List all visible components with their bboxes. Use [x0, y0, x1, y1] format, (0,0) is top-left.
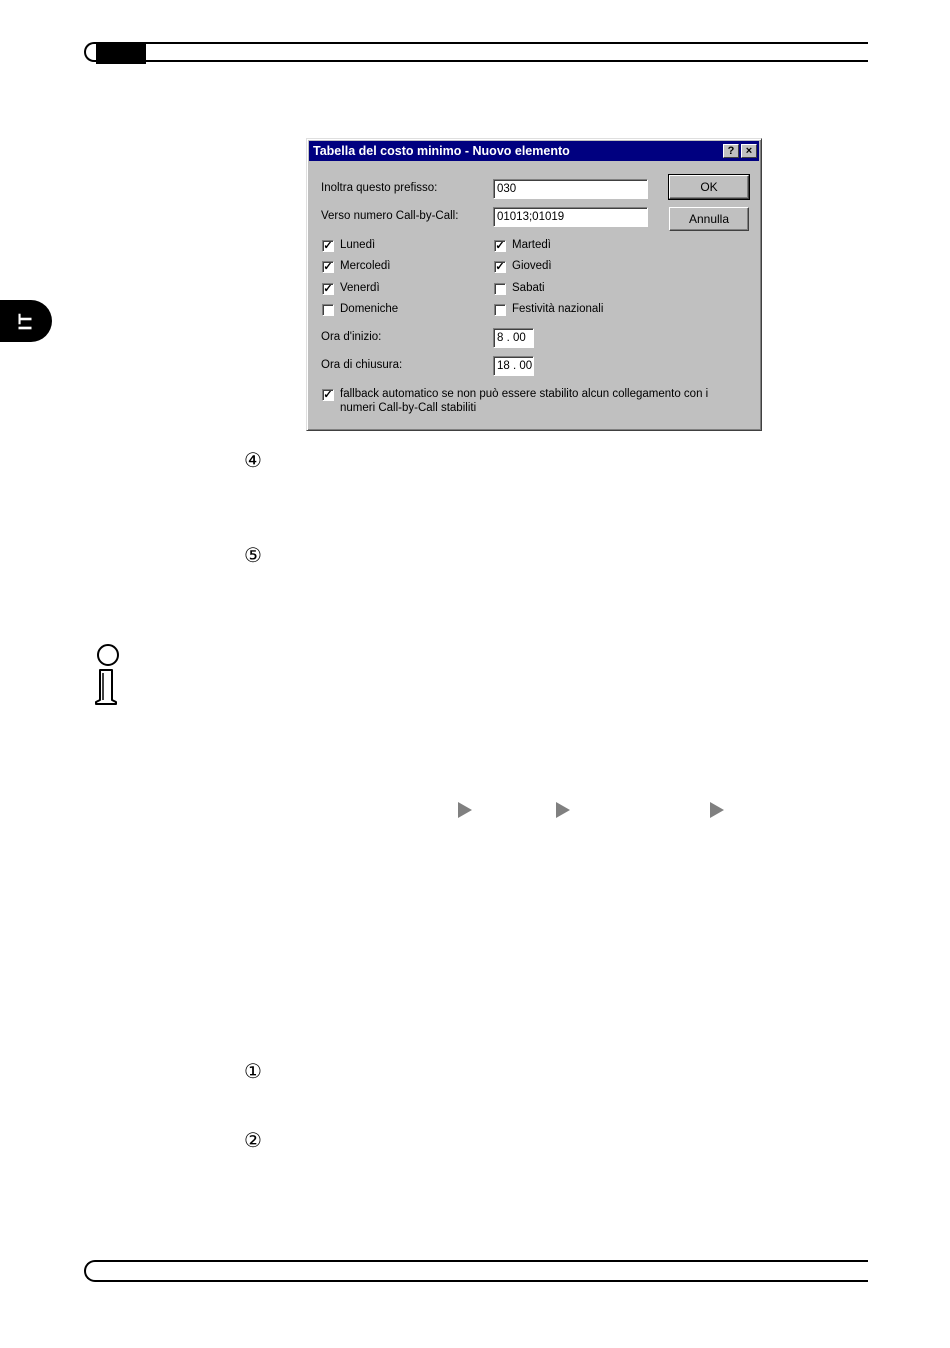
close-button[interactable]: × [741, 144, 757, 158]
page-header-block [96, 44, 146, 64]
triangle-right-icon [710, 802, 724, 818]
checkbox-fallback[interactable] [322, 389, 334, 401]
cbc-label: Verso numero Call-by-Call: [321, 210, 459, 222]
step-marker-1: ① [244, 1061, 262, 1083]
checkbox-festivita[interactable] [494, 304, 506, 316]
checkbox-lunedi[interactable] [322, 240, 334, 252]
checkbox-giovedi[interactable] [494, 261, 506, 273]
checkbox-venerdi[interactable] [322, 283, 334, 295]
checkbox-label-mercoledi: Mercoledì [340, 260, 391, 272]
checkbox-mercoledi[interactable] [322, 261, 334, 273]
start-time-input[interactable]: 8 . 00 [493, 328, 534, 348]
page-header-rule [84, 42, 868, 62]
help-button[interactable]: ? [723, 144, 739, 158]
checkbox-label-venerdi: Venerdì [340, 282, 380, 294]
ok-button[interactable]: OK [669, 175, 749, 199]
checkbox-label-domeniche: Domeniche [340, 303, 399, 315]
step-marker-2: ② [244, 1130, 262, 1152]
lcr-new-entry-dialog [306, 138, 762, 431]
end-time-label: Ora di chiusura: [321, 359, 403, 371]
step-marker-4: ④ [244, 450, 262, 472]
checkbox-label-sabati: Sabati [512, 282, 545, 294]
checkbox-martedi[interactable] [494, 240, 506, 252]
triangle-right-icon [556, 802, 570, 818]
checkbox-domeniche[interactable] [322, 304, 334, 316]
triangle-right-icon [458, 802, 472, 818]
checkbox-label-lunedi: Lunedì [340, 239, 376, 251]
checkbox-sabati[interactable] [494, 283, 506, 295]
checkbox-label-giovedi: Giovedì [512, 260, 552, 272]
language-tab [0, 300, 52, 342]
checkbox-label-martedi: Martedì [512, 239, 551, 251]
cancel-button[interactable]: Annulla [669, 207, 749, 231]
page-footer-rule [84, 1260, 868, 1282]
prefix-label: Inoltra questo prefisso: [321, 182, 438, 194]
start-time-label: Ora d'inizio: [321, 331, 382, 343]
dialog-title: Tabella del costo minimo - Nuovo elemento [313, 144, 570, 158]
prefix-input[interactable]: 030 [493, 179, 648, 199]
end-time-input[interactable]: 18 . 00 [493, 356, 534, 376]
checkbox-label-festivita: Festività nazionali [512, 303, 604, 315]
info-icon [90, 642, 126, 706]
cbc-number-input[interactable]: 01013;01019 [493, 207, 648, 227]
dialog-titlebar[interactable] [309, 141, 759, 161]
fallback-label-line2: numeri Call-by-Call stabiliti [340, 402, 477, 414]
fallback-label-line1: fallback automatico se non può essere stabilito alcun collegamento con i [340, 388, 709, 400]
language-tab-label: IT [15, 312, 36, 330]
step-marker-5: ⑤ [244, 545, 262, 567]
